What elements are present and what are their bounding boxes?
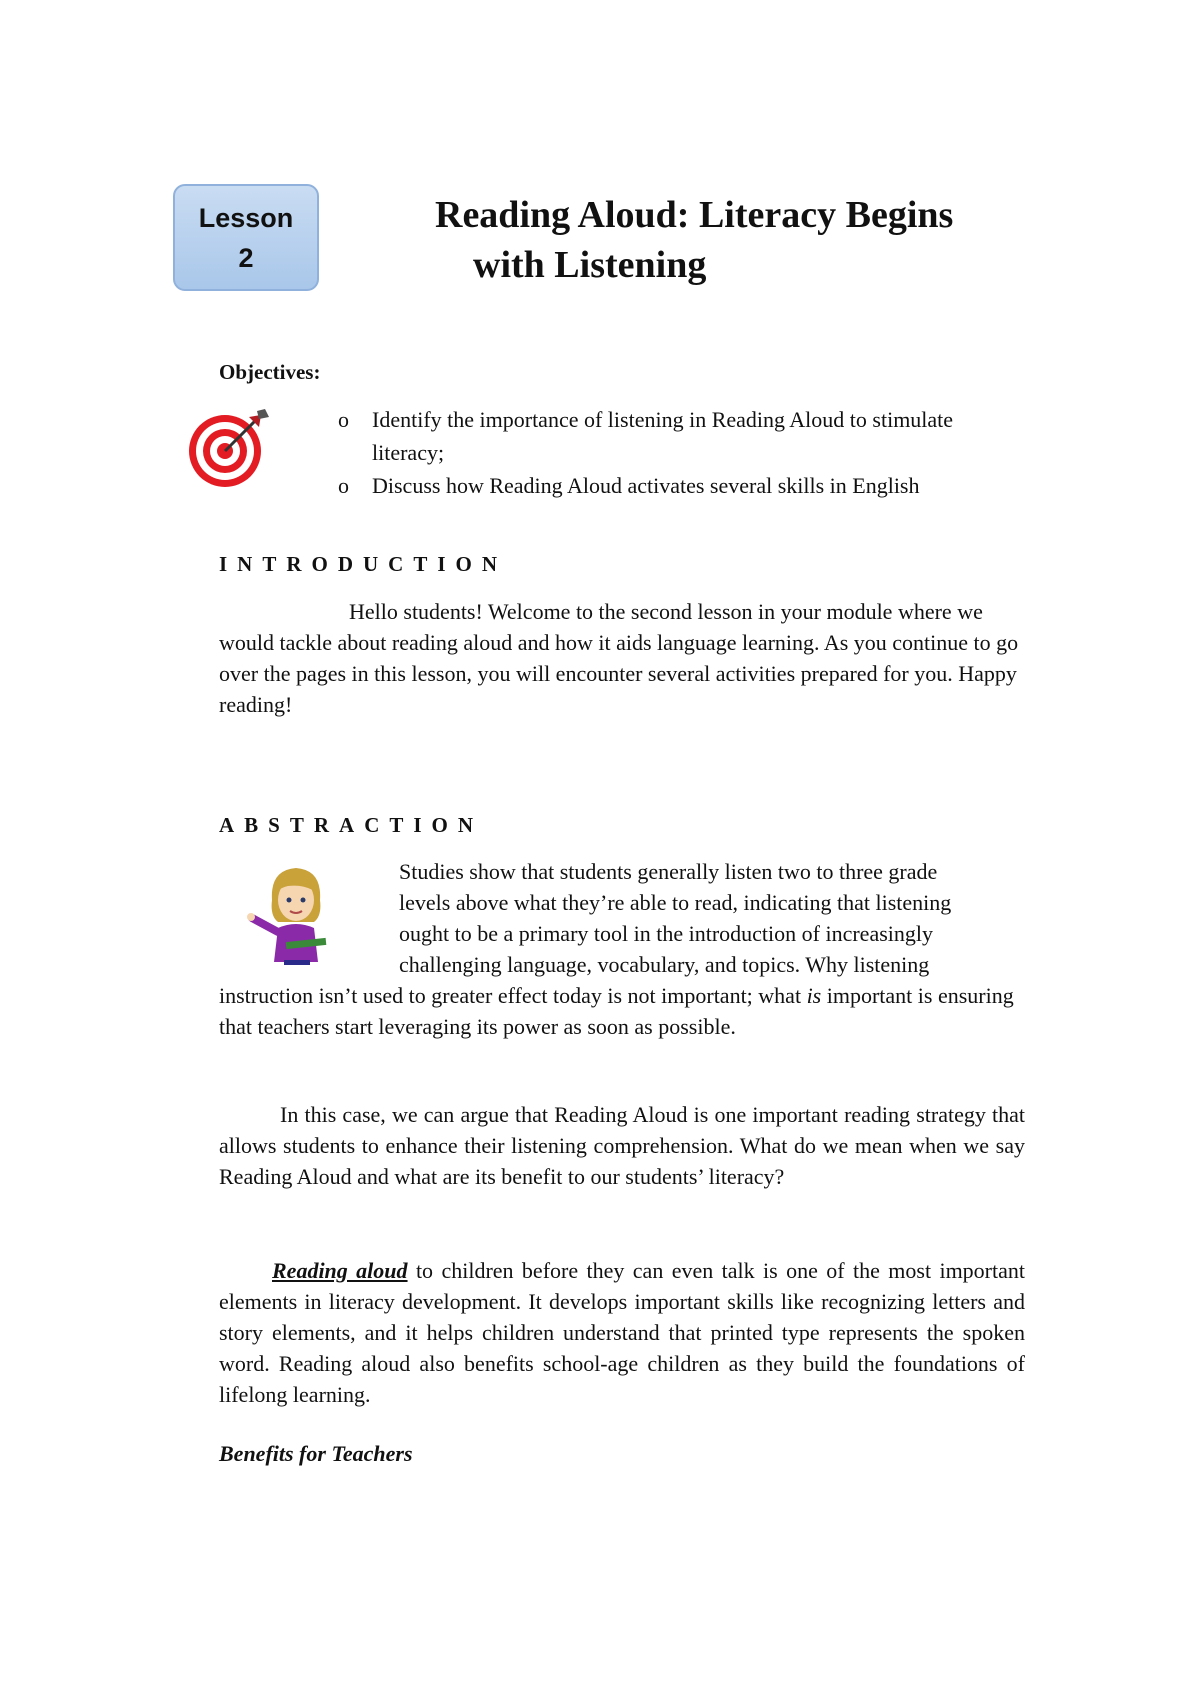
objective-text: Identify the importance of listening in Reading Aloud to stimulate literacy; <box>372 407 954 465</box>
reading-aloud-paragraph <box>219 1255 1025 1410</box>
studies-line: ought to be a primary tool in the introduction of increasingly <box>399 921 933 946</box>
objective-text: Discuss how Reading Aloud activates several skills in English <box>372 473 920 498</box>
lesson-badge-word: Lesson <box>198 202 294 233</box>
introduction-paragraph: Hello students! Welcome to the second lesson in your module where we would tackle about reading aloud and how it aids language learning. As you continue to go over the pages in this lesson, you will encounter several activities prepared for you. Happy reading! <box>219 599 1019 717</box>
list-item <box>338 403 1023 469</box>
studies-line: Studies show that students generally listen two to three grade <box>399 859 938 884</box>
target-icon <box>187 405 271 489</box>
studies-paragraph-continued <box>219 980 1025 1042</box>
studies-line: challenging language, vocabulary, and topics. Why listening <box>399 952 930 977</box>
abstraction-heading: ABSTRACTION <box>219 813 484 837</box>
studies-text: instruction isn’t used to greater effect today is not important; what <box>219 983 807 1008</box>
emphasis-text: is <box>806 983 822 1008</box>
objectives-heading: Objectives: <box>219 360 321 384</box>
benefits-for-teachers-heading: Benefits for Teachers <box>219 1441 413 1466</box>
lesson-badge <box>173 184 319 291</box>
bullet-marker: o <box>338 473 349 498</box>
objectives-list <box>338 403 1023 502</box>
studies-line: levels above what they’re able to read, indicating that listening <box>399 890 952 915</box>
introduction-heading: INTRODUCTION <box>219 552 508 576</box>
bullet-marker: o <box>338 407 349 432</box>
studies-paragraph-wrapped <box>399 856 1024 980</box>
reading-aloud-term: Reading aloud <box>272 1258 408 1283</box>
lesson-badge-number: 2 <box>238 242 254 273</box>
teacher-illustration-icon <box>244 862 352 966</box>
page-title-line-2: with Listening <box>473 244 707 286</box>
studies-text: important is ensuring that teachers start leveraging its power as soon as possible. <box>219 983 1014 1039</box>
list-item <box>338 469 1023 502</box>
case-paragraph: In this case, we can argue that Reading Aloud is one important reading strategy that allows students to enhance their listening comprehension. What do we mean when we say Reading Aloud and what are its benefit to our students’ literacy? <box>219 1102 1025 1189</box>
reading-aloud-text: to children before they can even talk is one of the most important elements in literacy development. It develops important skills like recognizing letters and story elements, and it helps children understand that printed type represents the spoken word. Reading aloud also benefits school-age children as they build the foundations of lifelong learning. <box>219 1258 1025 1407</box>
page-title-line-1: Reading Aloud: Literacy Begins <box>435 194 954 236</box>
